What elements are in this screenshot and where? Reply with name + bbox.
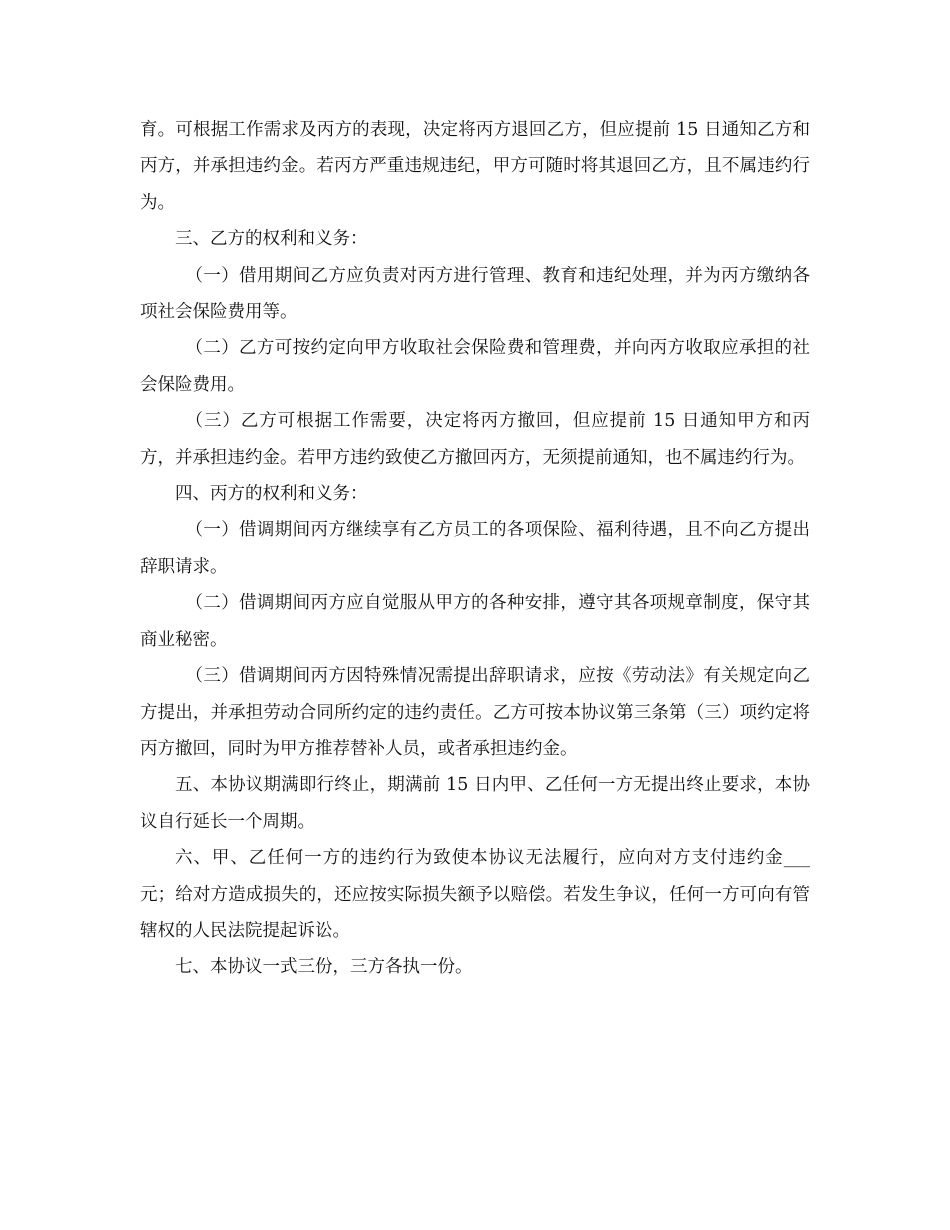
clause-4-3: （三）借调期间丙方因特殊情况需提出辞职请求，应按《劳动法》有关规定向乙方提出，并承担劳动合同所约定的违约责任。乙方可按本协议第三条第（三）项约定将丙方撤回，同时为甲方推荐替补人员，或者承担违约金。 (140, 666, 810, 759)
section-heading-party-c: 四、丙方的权利和义务： (175, 484, 368, 505)
clause-5-term: 五、本协议期满即行终止，期满前 15 日内甲、乙任何一方无提出终止要求，本协议自行延长一个周期。 (140, 775, 810, 832)
paragraph-continuation: 育。可根据工作需求及丙方的表现，决定将丙方退回乙方，但应提前 15 日通知乙方和丙方，并承担违约金。若丙方严重违规违纪，甲方可随时将其退回乙方，且不属违约行为。 (140, 120, 810, 213)
clause-4-1: （一）借调期间丙方继续享有乙方员工的各项保险、福利待遇，且不向乙方提出辞职请求。 (140, 520, 810, 577)
clause-4-2: （二）借调期间丙方应自觉服从甲方的各种安排，遵守其各项规章制度，保守其商业秘密。 (140, 593, 810, 650)
section-heading-party-b: 三、乙方的权利和义务： (175, 229, 368, 250)
clause-3-1: （一）借用期间乙方应负责对丙方进行管理、教育和违纪处理，并为丙方缴纳各项社会保险费用等。 (140, 265, 810, 323)
document-page (140, 112, 810, 986)
clause-7-copies: 七、本协议一式三份，三方各执一份。 (175, 957, 473, 978)
clause-6-breach: 六、甲、乙任何一方的违约行为致使本协议无法履行，应向对方支付违约金___元；给对方造成损失的，还应按实际损失额予以赔偿。若发生争议，任何一方可向有管辖权的人民法院提起诉讼。 (140, 848, 810, 941)
clause-3-3: （三）乙方可根据工作需要，决定将丙方撤回，但应提前 15 日通知甲方和丙方，并承担违约金。若甲方违约致使乙方撤回丙方，无须提前通知，也不属违约行为。 (140, 411, 810, 468)
clause-3-2: （二）乙方可按约定向甲方收取社会保险费和管理费，并向丙方收取应承担的社会保险费用。 (140, 338, 810, 395)
